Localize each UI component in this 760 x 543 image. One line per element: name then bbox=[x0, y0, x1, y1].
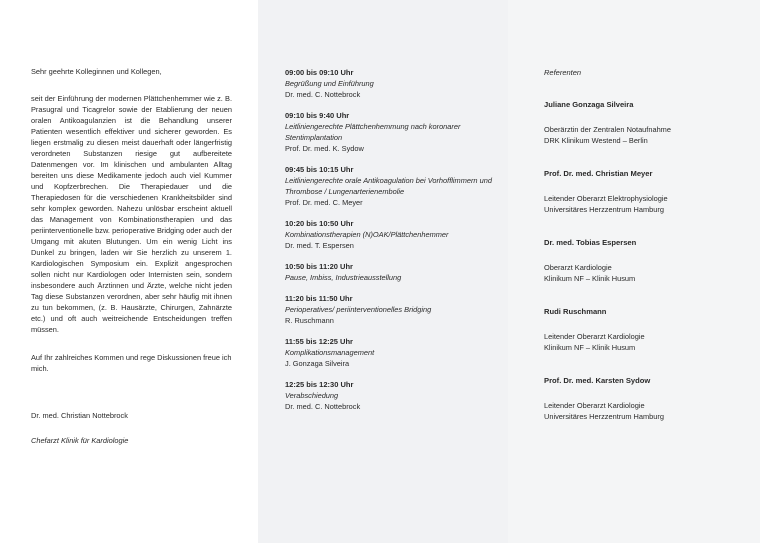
schedule-title: Perioperatives/ periinterventionelles Bridging bbox=[285, 305, 432, 314]
referent-item bbox=[544, 100, 748, 146]
schedule-time: 10:50 bis 11:20 Uhr bbox=[285, 262, 353, 271]
schedule-speaker: Prof. Dr. med. C. Meyer bbox=[285, 198, 363, 207]
schedule-speaker: Dr. med. C. Nottebrock bbox=[285, 402, 361, 411]
schedule-item bbox=[285, 337, 494, 369]
schedule-item bbox=[285, 219, 494, 251]
schedule-item bbox=[285, 68, 494, 100]
referent-institution: Universitäres Herzzentrum Hamburg bbox=[544, 205, 664, 214]
schedule-time: 09:45 bis 10:15 Uhr bbox=[285, 165, 354, 174]
letter-panel bbox=[0, 0, 258, 543]
referent-name: Prof. Dr. med. Christian Meyer bbox=[544, 169, 653, 178]
referent-item bbox=[544, 307, 748, 353]
schedule-time: 09:00 bis 09:10 Uhr bbox=[285, 68, 354, 77]
referents-panel bbox=[508, 0, 760, 543]
referent-position: Oberarzt Kardiologie bbox=[544, 263, 612, 272]
referent-item bbox=[544, 169, 748, 215]
schedule-time: 10:20 bis 10:50 Uhr bbox=[285, 219, 354, 228]
referent-name: Dr. med. Tobias Espersen bbox=[544, 238, 637, 247]
schedule-title: Leitliniengerechte Plättchenhemmung nach koronarer Stentimplantation bbox=[285, 122, 461, 142]
schedule-item bbox=[285, 380, 494, 412]
schedule-item bbox=[285, 165, 494, 208]
referent-position: Leitender Oberarzt Kardiologie bbox=[544, 401, 645, 410]
signature-name: Dr. med. Christian Nottebrock bbox=[31, 411, 128, 420]
letter-salutation: Sehr geehrte Kolleginnen und Kollegen, bbox=[31, 67, 162, 76]
schedule-item bbox=[285, 294, 494, 326]
referent-item bbox=[544, 238, 748, 284]
schedule-title: Leitliniengerechte orale Antikoagulation bei Vorhofflimmern und Thrombose / Lungenarterienembolie bbox=[285, 176, 492, 196]
referent-institution: Universitäres Herzzentrum Hamburg bbox=[544, 412, 664, 421]
schedule-item bbox=[285, 262, 494, 283]
referent-item bbox=[544, 376, 748, 422]
referent-institution: DRK Klinikum Westend – Berlin bbox=[544, 136, 648, 145]
schedule-time: 11:20 bis 11:50 Uhr bbox=[285, 294, 353, 303]
referent-position: Oberärztin der Zentralen Notaufnahme bbox=[544, 125, 671, 134]
schedule-title: Verabschiedung bbox=[285, 391, 339, 400]
schedule-time: 12:25 bis 12:30 Uhr bbox=[285, 380, 354, 389]
schedule-item bbox=[285, 111, 494, 154]
schedule-speaker: Dr. med. T. Espersen bbox=[285, 241, 354, 250]
schedule-panel bbox=[258, 0, 508, 543]
schedule-title: Begrüßung und Einführung bbox=[285, 79, 374, 88]
invitation-letter bbox=[31, 66, 232, 446]
schedule-speaker: R. Ruschmann bbox=[285, 316, 334, 325]
schedule-title: Kombinationstherapien (N)OAK/Plättchenhemmer bbox=[285, 230, 449, 239]
referents-heading: Referenten bbox=[544, 68, 582, 77]
referent-institution: Klinikum NF – Klinik Husum bbox=[544, 274, 636, 283]
referent-position: Leitender Oberarzt Kardiologie bbox=[544, 332, 645, 341]
schedule-title: Pause, Imbiss, Industrieausstellung bbox=[285, 273, 402, 282]
schedule-time: 09:10 bis 9:40 Uhr bbox=[285, 111, 350, 120]
letter-closing: Auf Ihr zahlreiches Kommen und rege Diskussionen freue ich mich. bbox=[31, 353, 232, 373]
schedule-speaker: J. Gonzaga Silveira bbox=[285, 359, 350, 368]
schedule-time: 11:55 bis 12:25 Uhr bbox=[285, 337, 353, 346]
referent-name: Rudi Ruschmann bbox=[544, 307, 607, 316]
signature-title: Chefarzt Klinik für Kardiologie bbox=[31, 436, 129, 445]
schedule-speaker: Prof. Dr. med. K. Sydow bbox=[285, 144, 364, 153]
referent-name: Prof. Dr. med. Karsten Sydow bbox=[544, 376, 651, 385]
referent-institution: Klinikum NF – Klinik Husum bbox=[544, 343, 636, 352]
referent-name: Juliane Gonzaga Silveira bbox=[544, 100, 634, 109]
referent-position: Leitender Oberarzt Elektrophysiologie bbox=[544, 194, 668, 203]
schedule-speaker: Dr. med. C. Nottebrock bbox=[285, 90, 361, 99]
letter-body: seit der Einführung der modernen Plättchenhemmer wie z. B. Prasugral und Ticagrelor sowie der Etablierung der neuen oralen Antikoagulanzien ist die Behandlung unserer Patienten wesentlich effektiver und sicherer geworden. Es liegen erstmalig zu diesen meist dauerhaft oder längerfristig verordneten Substanzen riesige gut aufbereitete Datenmengen vor. Im klinischen und ambulanten Alltag bereiten uns diese Medikamente jedoch auch viel Kummer und Kopfzerbrechen. Die Therapiedauer und die Therapiedosen für die verschiedenen Krankheitsbilder sind sehr komplex geworden. Nahezu unlösbar erscheint aktuell das Management von Kombinationstherapien und das periinterventionelle bzw. perioperative Bridging oder auch der Umgang mit akuten Blutungen. Um ein wenig Licht ins Dunkel zu bringen, laden wir Sie herzlich zu unserem 1. Kardiologischen Symposium ein. Explizit angesprochen sollen nicht nur Kardiologen oder Internisten sein, sondern insbesondere auch Ärztinnen und Ärzte, welche nicht jeden Tag diese Substanzen verordnen, aber sehr häufig mit ihnen zu tun bekommen, (z. B. Hausärzte, Chirurgen, Zahnärzte etc.) und oft auch weitreichende Entscheidungen treffen müssen. bbox=[31, 94, 232, 334]
schedule-title: Komplikationsmanagement bbox=[285, 348, 375, 357]
